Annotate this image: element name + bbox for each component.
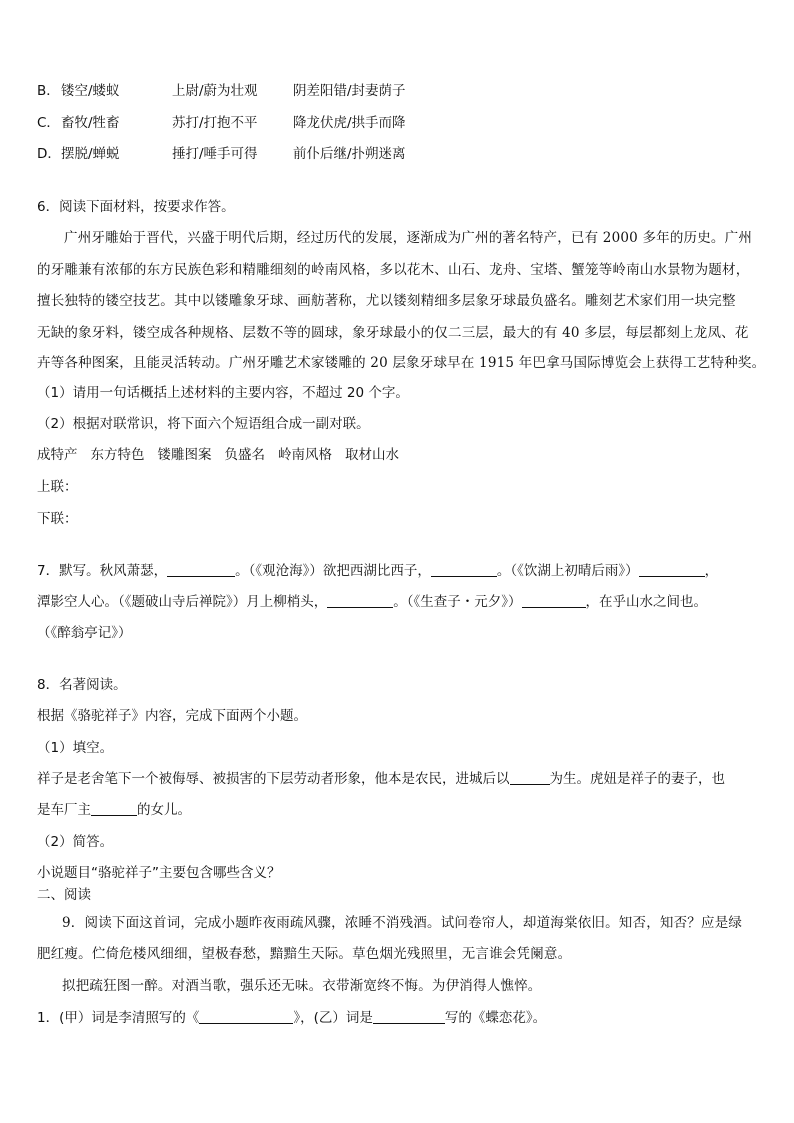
option-b	[37, 82, 406, 100]
q6-sub1: （1）请用一句话概括上述材料的主要内容，不超过 20 个字。	[37, 385, 409, 401]
option-label: C．	[37, 115, 60, 131]
q9-poem-line: 肥红瘦。伫倚危楼风细细，望极春愁，黯黯生天际。草色烟光残照里，无言谁会凭阑意。	[37, 946, 572, 962]
option-d	[37, 145, 406, 163]
answer-blank	[167, 562, 235, 577]
phrase: 岭南风格	[278, 447, 332, 463]
phrase: 镂雕图案	[157, 447, 212, 463]
q7-text: 。（《饮湖上初晴后雨》）	[496, 563, 639, 579]
q9-text: 》，(乙）词是	[293, 1010, 373, 1026]
q7-line-1	[37, 562, 718, 580]
q8-intro: 根据《骆驼祥子》内容，完成下面两个小题。	[37, 708, 307, 724]
answer-blank	[199, 1009, 293, 1024]
answer-blank	[522, 593, 586, 608]
q9-poem-line: 9．阅读下面这首词，完成小题昨夜雨疏风骤，浓睡不消残酒。试问卷帘人，却道海棠依旧。知否，知否？应是绿	[62, 915, 743, 931]
upper-couplet-label: 上联：	[37, 479, 78, 495]
option-label: B．	[37, 83, 60, 99]
q8-text: 是车厂主	[37, 802, 91, 818]
q6-passage-line: 擅长独特的镂空技艺。其中以镂雕象牙球、画舫著称，尤以镂刻精细多层象牙球最负盛名。雕刻艺术家们用一块完整	[37, 293, 736, 309]
option-word-pair: 降龙伏虎/拱手而降	[293, 115, 406, 131]
answer-blank	[327, 593, 393, 608]
q6-passage-line: 广州牙雕始于晋代，兴盛于明代后期，经过历代的发展，逐渐成为广州的著名特产，已有 2000 多年的历史。广州	[64, 230, 753, 246]
answer-blank	[431, 562, 497, 577]
q7-text: 7．默写。秋风萧瑟，	[37, 563, 168, 579]
q7-text: ，在乎山水之间也。	[585, 594, 707, 610]
option-word-pair: 畜牧/牲畜	[61, 115, 120, 131]
q7-text: 。（《观沧海》）欲把西湖比西子，	[235, 563, 431, 579]
phrase: 负盛名	[224, 447, 265, 463]
phrase: 成特产	[37, 447, 78, 463]
option-word-pair: 苏打/打抱不平	[172, 115, 258, 131]
q8-question: 小说题目“骆驼祥子”主要包含哪些含义？	[37, 865, 281, 881]
q6-phrase-list	[37, 446, 412, 464]
option-word-pair: 上尉/蔚为壮观	[172, 83, 258, 99]
q8-text: 为生。虎妞是祥子的妻子，也	[549, 771, 725, 787]
q6-passage-line: 无缺的象牙料，镂空成各种规格、层数不等的圆球，象牙球最小的仅二三层，最大的有 40 多层，每层都刻上龙凤、花	[37, 325, 749, 341]
option-c	[37, 114, 406, 132]
answer-blank	[91, 801, 137, 816]
q9-poem-line: 拟把疏狂图一醉。对酒当歌，强乐还无味。衣带渐宽终不悔。为伊消得人憔悴。	[62, 978, 542, 994]
q8-title: 8．名著阅读。	[37, 677, 127, 693]
q6-sub2: （2）根据对联常识，将下面六个短语组合成一副对联。	[37, 416, 370, 432]
q9-sub1	[37, 1009, 546, 1027]
option-word-pair: 前仆后继/扑朔迷离	[293, 146, 406, 162]
answer-blank	[639, 562, 705, 577]
q8-fill-line-1	[37, 770, 725, 788]
phrase: 东方特色	[90, 447, 145, 463]
q9-text: 写的《蝶恋花》。	[444, 1010, 547, 1026]
option-word-pair: 摆脱/蝉蜕	[61, 146, 120, 162]
q8-text: 的女儿。	[137, 802, 191, 818]
phrase: 取材山水	[345, 447, 399, 463]
answer-blank	[373, 1009, 445, 1024]
answer-blank	[510, 770, 550, 785]
q8-text: 祥子是老舍笔下一个被侮辱、被损害的下层劳动者形象，他本是农民，进城后以	[37, 771, 510, 787]
q8-sub1: （1）填空。	[37, 740, 114, 756]
lower-couplet-label: 下联：	[37, 511, 78, 527]
option-word-pair: 镂空/蝼蚁	[61, 83, 120, 99]
section-heading: 二、阅读	[37, 887, 91, 903]
q7-text: 潭影空人心。（《题破山寺后禅院》）月上柳梢头，	[37, 594, 328, 610]
option-word-pair: 阴差阳错/封妻荫子	[293, 83, 406, 99]
option-word-pair: 捶打/唾手可得	[172, 146, 258, 162]
q7-line-3: （《醉翁亭记》）	[37, 625, 132, 641]
q8-sub2: （2）简答。	[37, 834, 114, 850]
q7-text: 。（《生查子・元夕》）	[393, 594, 522, 610]
q8-fill-line-2	[37, 801, 191, 819]
q6-title: 6．阅读下面材料，按要求作答。	[37, 199, 235, 215]
q7-text: ，	[704, 563, 719, 579]
q6-passage-line: 的牙雕兼有浓郁的东方民族色彩和精雕细刻的岭南风格，多以花木、山石、龙舟、宝塔、蟹笼等岭南山水景物为题材，	[37, 262, 750, 278]
q9-text: 1．(甲）词是李清照写的《	[37, 1010, 200, 1026]
q6-passage-line: 卉等各种图案，且能灵活转动。广州牙雕艺术家镂雕的 20 层象牙球早在 1915 年巴拿马国际博览会上获得工艺特种奖。	[37, 355, 766, 371]
q7-line-2	[37, 593, 707, 611]
option-label: D．	[37, 146, 61, 162]
